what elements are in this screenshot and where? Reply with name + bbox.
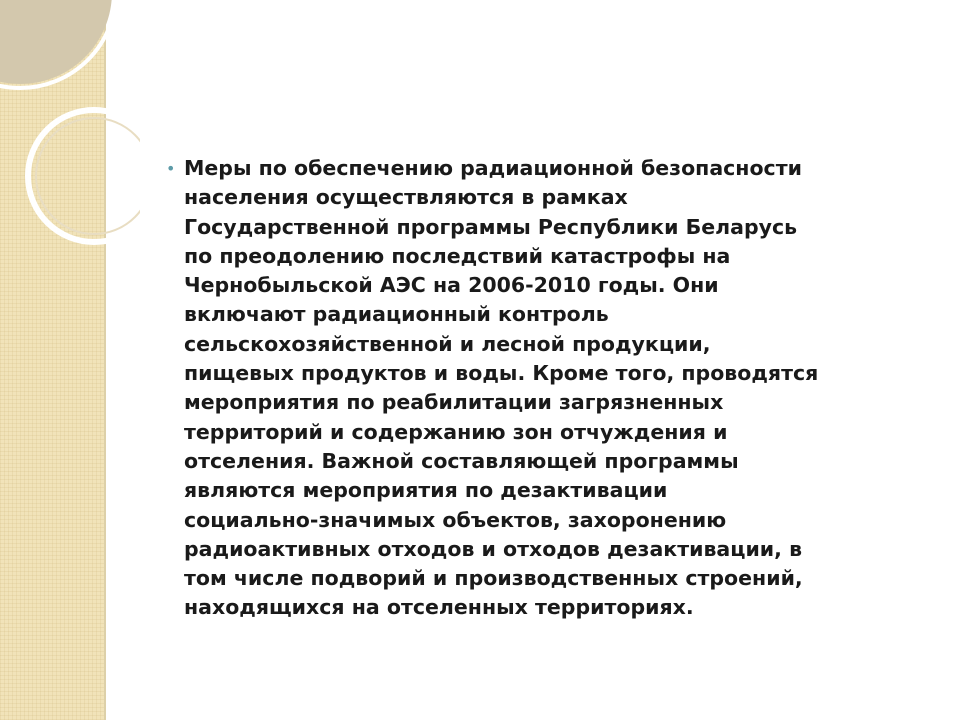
middle-decorative-ring-outer: [28, 110, 140, 242]
content-area: [166, 154, 936, 623]
bullet-item: [166, 154, 936, 623]
bullet-marker: •: [166, 159, 176, 178]
middle-decorative-ring-inner: [36, 118, 140, 234]
body-paragraph: Меры по обеспечению радиационной безопасности населения осуществляются в рамках Государственной программы Республики Беларусь по преодолению последствий катастрофы на Чернобыльской АЭС на 2006-2010 годы. Они включают радиационный контроль сельскохозяйственной и лесной продукции, пищевых продуктов и воды. Кроме того, проводятся мероприятия по реабилитации загрязненных территорий и содержанию зон отчуждения и отселения. Важной составляющей программы являются мероприятия по дезактивации социально-значимых объектов, захоронению радиоактивных отходов и отходов дезактивации, в том числе подворий и производственных строений, находящихся на отселенных территориях.: [184, 156, 819, 620]
decorative-circles: [0, 0, 140, 260]
top-decorative-circle-fill: [0, 0, 112, 84]
